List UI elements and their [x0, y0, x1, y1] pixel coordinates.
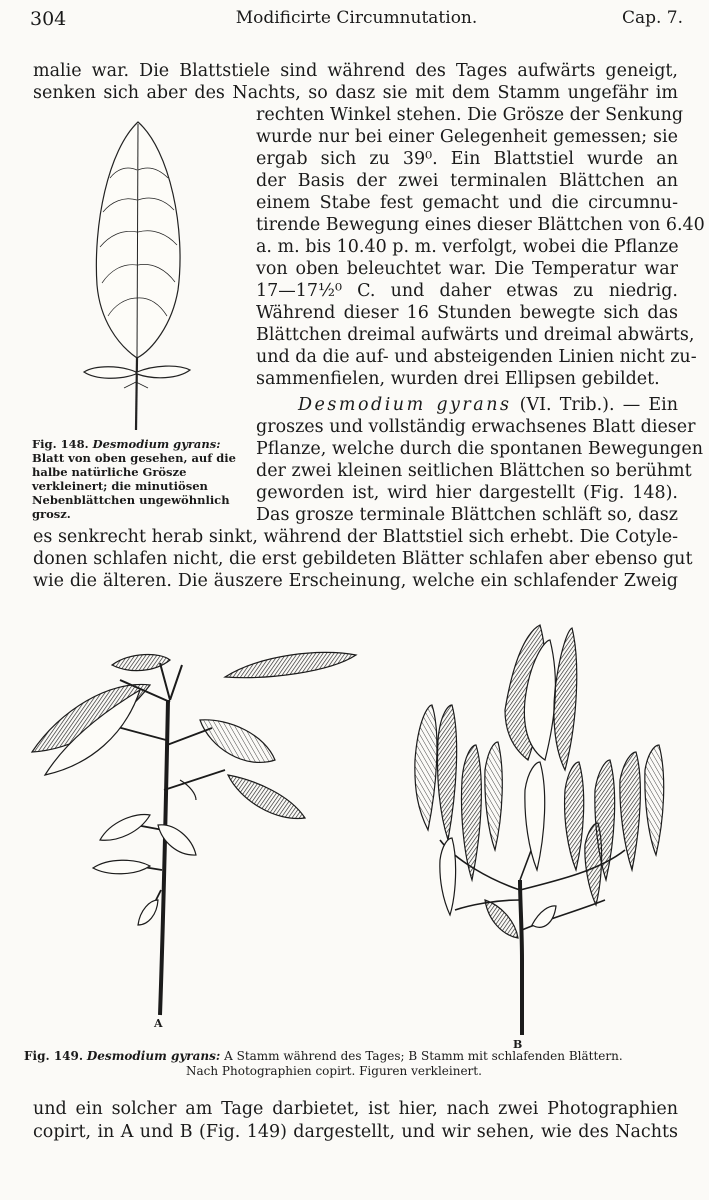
text-line: Blättchen dreimal aufwärts und dreimal abwärts,	[256, 325, 695, 345]
text-line: groszes und vollständig erwachsenes Blatt dieser	[256, 417, 696, 437]
figure-149-caption	[24, 1049, 684, 1079]
text-line: von oben beleuchtet war. Die Temperatur war	[256, 259, 678, 279]
text-line: geworden ist, wird hier dargestellt (Fig. 148).	[256, 483, 678, 503]
text-line: und ein solcher am Tage darbietet, ist hier, nach zwei Photographien	[33, 1099, 678, 1119]
text-fragment: (VI. Trib.). — Ein	[511, 395, 678, 415]
text-line: malie war. Die Blattstiele sind während des Tages aufwärts geneigt,	[33, 61, 678, 81]
running-title: Modificirte Circumnutation.	[235, 8, 478, 28]
figure-149-label-a: A	[154, 1017, 163, 1030]
text-line: und da die auf- und absteigenden Linien nicht zu-	[256, 347, 697, 367]
figure-149-label-b: B	[513, 1038, 523, 1051]
text-line: wurde nur bei einer Gelegenheit gemessen; sie	[256, 127, 678, 147]
text-line: Pflanze, welche durch die spontanen Bewegungen	[256, 439, 704, 459]
text-line: der zwei kleinen seitlichen Blättchen so berühmt	[256, 461, 692, 481]
figure-149-caption-line-1	[24, 1049, 684, 1064]
text-line: 17—17½⁰ C. und daher etwas zu niedrig.	[256, 281, 678, 301]
figure-149-caption-line-2: Nach Photographien copirt. Figuren verkleinert.	[186, 1064, 482, 1078]
text-line: senken sich aber des Nachts, so dasz sie mit dem Stamm ungefähr im	[33, 83, 678, 103]
text-line: sammenfielen, wurden drei Ellipsen gebildet.	[256, 369, 660, 389]
text-line: ergab sich zu 39⁰. Ein Blattstiel wurde an	[256, 149, 678, 169]
figure-148-label: Fig. 148.	[32, 437, 89, 451]
figure-149-caption-text: A Stamm während des Tages; B Stamm mit schlafenden Blättern.	[220, 1049, 623, 1063]
figure-149-label: Fig. 149.	[24, 1049, 84, 1063]
page-number: 304	[30, 8, 67, 30]
chapter-label: Cap. 7.	[621, 8, 683, 28]
figure-149-species: Desmodium gyrans:	[86, 1049, 221, 1063]
text-line: es senkrecht herab sinkt, während der Blattstiel sich erhebt. Die Cotyle-	[33, 527, 678, 547]
text-line: a. m. bis 10.40 p. m. verfolgt, wobei die Pflanze	[256, 237, 679, 257]
text-line: Während dieser 16 Stunden bewegte sich das	[256, 303, 678, 323]
text-line: rechten Winkel stehen. Die Grösze der Senkung	[256, 105, 684, 125]
text-line: copirt, in A und B (Fig. 149) dargestellt, und wir sehen, wie des Nachts	[33, 1122, 678, 1142]
text-line: donen schlafen nicht, die erst gebildeten Blätter schlafen aber ebenso gut	[33, 549, 693, 569]
figure-149-b-drawing	[415, 625, 664, 1035]
text-line: Das grosze terminale Blättchen schläft so, dasz	[256, 505, 678, 525]
text-line: tirende Bewegung eines dieser Blättchen von 6.40	[256, 215, 705, 235]
figure-149-a-drawing	[32, 652, 356, 1015]
text-line: einem Stabe fest gemacht und die circumnu-	[256, 193, 678, 213]
species-name: Desmodium gyrans	[298, 395, 512, 415]
text-line: wie die älteren. Die äuszere Erscheinung, welche ein schlafender Zweig	[33, 571, 678, 591]
figure-148-text: Blatt von oben gesehen, auf die halbe natürliche Grösze verkleinert; die minutiösen Nebenblättchen ungewöhnlich grosz.	[32, 451, 236, 521]
text-line: der Basis der zwei terminalen Blättchen an	[256, 171, 678, 191]
figure-148-species: Desmodium gyrans:	[92, 437, 221, 451]
figure-148-leaf-drawing	[84, 122, 190, 430]
